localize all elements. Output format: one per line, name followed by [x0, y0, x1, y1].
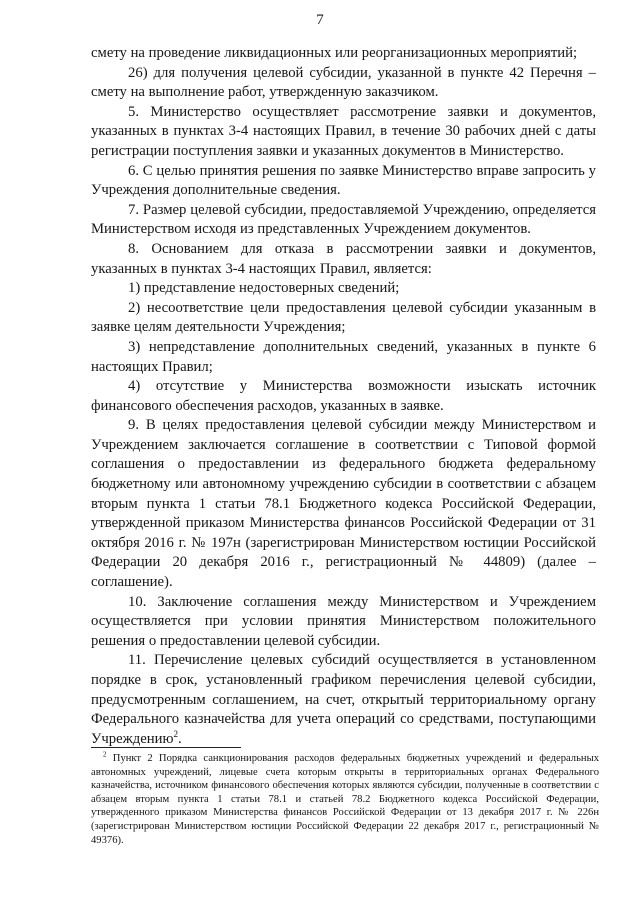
- body-text: [91, 44, 596, 749]
- paragraph: 8. Основанием для отказа в рассмотрении заявки и документов, указанных в пунктах 3-4 настоящих Правил, является:: [91, 240, 596, 277]
- footnote-marker: 2: [103, 750, 107, 759]
- paragraph: 26) для получения целевой субсидии, указанной в пункте 42 Перечня – смету на выполнение работ, утвержденную заказчиком.: [91, 64, 596, 101]
- list-item: 3) непредставление дополнительных сведений, указанных в пункте 6 настоящих Правил;: [91, 338, 596, 375]
- paragraph: 10. Заключение соглашения между Министерством и Учреждением осуществляется при условии принятия Министерством положительного решения о предоставлении целевой субсидии.: [91, 593, 596, 649]
- footnote: [91, 752, 599, 847]
- footnote-reference: 2: [173, 728, 178, 739]
- list-item: 4) отсутствие у Министерства возможности изыскать источник финансового обеспечения расходов, указанных в заявке.: [91, 378, 596, 414]
- paragraph-text: 11. Перечисление целевых субсидий осуществляется в установленном порядке в срок, установленный графиком перечисления целевой субсидии, предусмотренным соглашением, на счет, открытый территориальному органу Федерального казначейства для учета операций со средствами, поступающими Учреждению: [91, 652, 596, 747]
- paragraph: 5. Министерство осуществляет рассмотрение заявки и документов, указанных в пунктах 3-4 настоящих Правил, в течение 30 рабочих дней с даты регистрации поступления заявки и указанных документов в Министерство.: [91, 103, 596, 159]
- paragraph: 6. С целью принятия решения по заявке Министерство вправе запросить у Учреждения дополнительные сведения.: [91, 162, 596, 199]
- list-item: 1) представление недостоверных сведений;: [128, 280, 400, 297]
- page-number: 7: [316, 12, 324, 28]
- footnote-divider: [91, 747, 241, 748]
- footnote-text: Пункт 2 Порядка санкционирования расходов федеральных бюджетных учреждений и федеральных автономных учреждений, лицевые счета которым открыты в территориальных органах Федерального казначейства, источником финансового обеспечения которых являются субсидии, полученные в соответствии с абзацем вторым пункта 1 статьи 78.1 и статьей 78.2 Бюджетного кодекса Российской Федерации, утвержденного приказом Министерства финансов Российской Федерации от 13 декабря 2017 г. № 226н (зарегистрирован Министерством юстиции Российской Федерации 22 декабря 2017 г., регистрационный № 49376).: [91, 753, 600, 846]
- paragraph: 9. В целях предоставления целевой субсидии между Министерством и Учреждением заключается соглашение в соответствии с Типовой формой соглашения о предоставлении из федерального бюджета федеральному бюджетному или автономному учреждению субсидии в соответствии с абзацем вторым пункта 1 статьи 78.1 Бюджетного кодекса Российской Федерации, утвержденной приказом Министерства финансов Российской Федерации от 31 октября 2016 г. № 197н (зарегистрирован Министерством юстиции Российской Федерации 20 декабря 2016 г., регистрационный № 44809) (далее – соглашение).: [91, 417, 596, 591]
- paragraph: 11. Перечисление целевых субсидий осуществляется в установленном порядке в срок, установленный графиком перечисления целевой субсидии, предусмотренным соглашением, на счет, открытый территориальному органу Федерального казначейства для учета операций со средствами, поступающими Учреждению$^2$.: [91, 652, 596, 747]
- paragraph: смету на проведение ликвидационных или реорганизационных мероприятий;: [91, 45, 578, 61]
- list-item: 2) несоответствие цели предоставления целевой субсидии указанным в заявке целям деятельности Учреждения;: [91, 299, 596, 336]
- paragraph: 7. Размер целевой субсидии, предоставляемой Учреждению, определяется Министерством исходя из представленных Учреждением документов.: [91, 201, 596, 238]
